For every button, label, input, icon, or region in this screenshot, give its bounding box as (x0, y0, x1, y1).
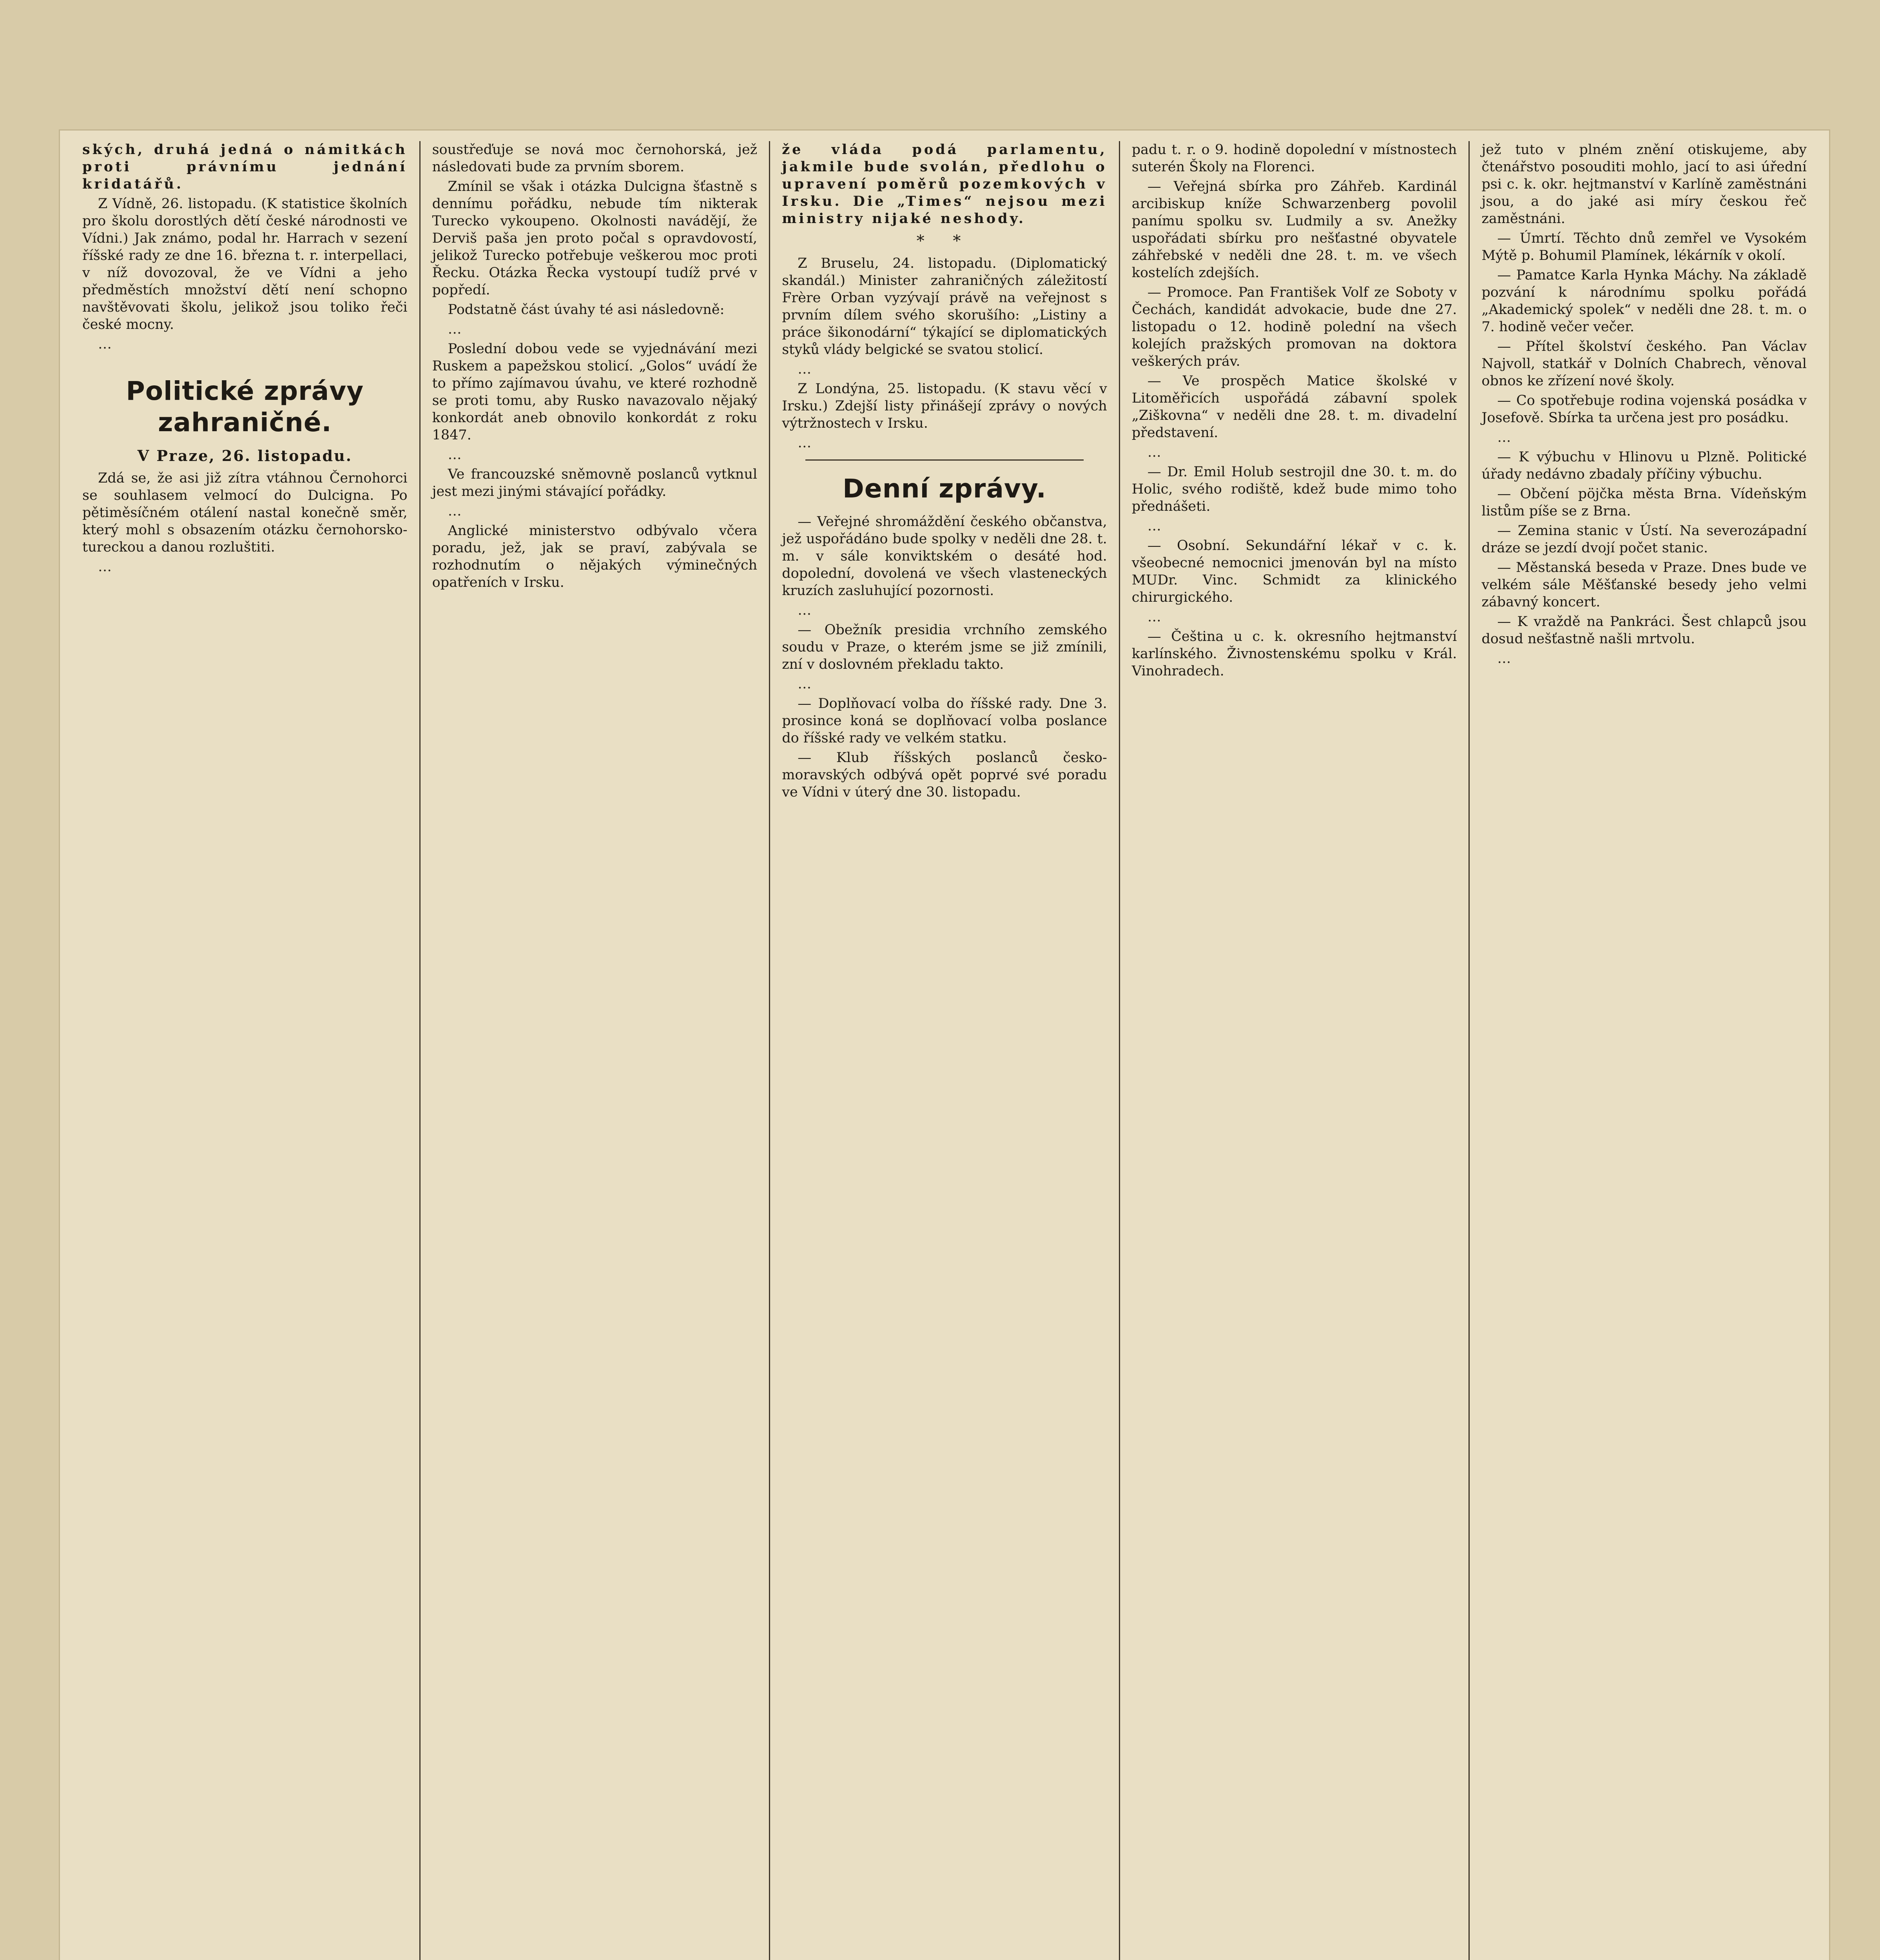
article-text: — Ve prospěch Matice školské v Litoměřicích uspořádá zábavní spolek „Ziškovna“ v neděli dne 28. t. m. divadelní představení. (1131, 373, 1457, 441)
article-text: — Doplňovací volba do říšské rady. Dne 3. prosince koná se doplňovací volba poslance do říšské rady ve velkém statku. (782, 696, 1107, 746)
column-2 (421, 141, 770, 1960)
article-text: — Úmrtí. Těchto dnů zemřel ve Vysokém Mýtě p. Bohumil Plamínek, lékárník v okolí. (1481, 230, 1807, 263)
article-text: jež tuto v plném znění otiskujeme, aby čtenářstvo posouditi mohlo, jací to asi úřední psi c. k. okr. hejtmanství v Karlíně zaměstnáni jsou, a do jaké asi míry českou řeč zaměstnáni. (1481, 142, 1807, 227)
dateline: V Praze, 26. listopadu. (137, 447, 352, 465)
filler-text: … (448, 447, 462, 463)
article-text: — Městanská beseda v Praze. Dnes bude ve velkém sále Měšťanské besedy jeho velmi zábavný koncert. (1481, 560, 1807, 610)
article-text: Podstatně část úvahy té asi následovně: (448, 302, 725, 318)
filler-text: … (1497, 651, 1511, 666)
article-text: — Osobní. Sekundářní lékař v c. k. všeobecné nemocnici jmenován byl na místo MUDr. Vinc. Schmidt za klinického chirurgického. (1131, 538, 1457, 605)
article-text: — Veřejné shromáždění českého občanstva, jež uspořádáno bude spolky v neděli dne 28. t. m. v sále konviktském o desáté hod. dopolední, dovolená ve všech vlasteneckých kruzích zasluhující pozornosti. (782, 514, 1107, 599)
filler-text: … (798, 361, 812, 377)
section-heading: Politické zprávy zahraničné. (126, 376, 364, 437)
filler-text: … (448, 321, 462, 337)
article-text: Poslední dobou vede se vyjednávání mezi Ruskem a papežskou stolicí. „Golos“ uvádí že to přímo zajímavou úvahu, ve které rozhodně se proti tomu, aby Rusko navazovalo nějaký konkordát aneb obnovilo konkordát z roku 1847. (432, 341, 758, 443)
article-text: — Čeština u c. k. okresního hejtmanství karlínského. Živnostenskému spolku v Král. Vinohradech. (1131, 629, 1457, 679)
article-text: — Přítel školství českého. Pan Václav Najvoll, statkář v Dolních Chabrech, věnoval obnos ke zřízení nové školy. (1481, 339, 1807, 389)
article-text: Zdá se, že asi již zítra vtáhnou Černohorci se souhlasem velmocí do Dulcigna. Po pětiměsíčném otálení nastal konečně směr, který mohl s obsazením otázku černohorsko-tureckou a danou rozluštiti. (82, 470, 408, 555)
article-text: Z Vídně, 26. listopadu. (K statistice školních pro školu dorostlých dětí české národnosti ve Vídni.) Jak známo, podal hr. Harrach v sezení říšské rady ze dne 16. března t. r. interpellaci, v níž dovozoval, že ve Vídni a jeho předměstích množství dětí není schopno navštěvovati školu, jelikož jsou toliko řeči české mocny. (82, 196, 408, 332)
newspaper-page (59, 129, 1830, 1960)
column-4 (1120, 141, 1470, 1960)
filler-text: … (98, 559, 112, 575)
article-text: — Pamatce Karla Hynka Máchy. Na základě pozvání k národnímu spolku pořádá „Akademický spolek“ v neděli dne 28. t. m. o 7. hodině večer večer. (1481, 267, 1807, 335)
article-text: — Co spotřebuje rodina vojenská posádka v Josefově. Sbírka ta určena jest pro posádku. (1481, 393, 1807, 426)
filler-text: … (1497, 430, 1511, 445)
article-text: — Veřejná sbírka pro Záhřeb. Kardinál arcibiskup kníže Schwarzenberg povolil panímu spolku sv. Ludmily a sv. Anežky uspořádati sbírku pro nešťastné obyvatele záhřebské v neděli dne 28. t. m. ve všech kostelích zdejších. (1131, 179, 1457, 281)
article-text: — K výbuchu v Hlinovu u Plzně. Politické úřady nedávno zbadaly příčiny výbuchu. (1481, 449, 1807, 482)
filler-text: … (1147, 445, 1161, 460)
article-text: Z Londýna, 25. listopadu. (K stavu věcí v Irsku.) Zdejší listy přinášejí zprávy o nových výtržnostech v Irsku. (782, 381, 1107, 431)
article-text: — Dr. Emil Holub sestrojil dne 30. t. m. do Holic, svého rodiště, kdež bude mimo toho přednášeti. (1131, 464, 1457, 514)
column-5 (1470, 141, 1818, 1960)
filler-text: … (98, 336, 112, 352)
article-text: — K vraždě na Pankráci. Šest chlapců jsou dosud nešťastně našli mrtvolu. (1481, 614, 1807, 647)
article-text: — Obežník presidia vrchního zemského soudu v Praze, o kterém jsme se již zmínili, zní v doslovném překladu takto. (782, 622, 1107, 672)
article-text: Anglické ministerstvo odbývalo včera poradu, jež, jak se praví, zabývala se rozhodnutím o nějakých výminečných opatřeních v Irsku. (432, 523, 758, 590)
separator-stars: * * (916, 232, 973, 250)
filler-text: … (448, 503, 462, 519)
divider (805, 459, 1084, 461)
filler-text: … (798, 676, 812, 692)
article-text: ských, druhá jedná o námitkách proti právnímu jednání kridatářů. (82, 142, 408, 192)
column-3 (770, 141, 1120, 1960)
article-text: Ve francouzské sněmovně poslanců vytknul jest mezi jinými stávající pořádky. (432, 466, 758, 499)
article-text: — Promoce. Pan František Volf ze Soboty v Čechách, kandidát advokacie, bude dne 27. listopadu o 12. hodině polední na všech kolejích pražských promovan na doktora veškerých práv. (1131, 285, 1457, 369)
article-text: — Zemina stanic v Ústí. Na severozápadní dráze se jezdí dvojí počet stanic. (1481, 523, 1807, 556)
filler-text: … (798, 435, 812, 451)
column-1 (71, 141, 421, 1960)
article-text: Zmínil se však i otázka Dulcigna šťastně s dennímu pořádku, nebude tím nikterak Turecko vykoupeno. Okolnosti navádějí, že Derviš paša jen proto počal s opravdovostí, jelikož Turecko potřebuje veškerou moc proti Řecku. Otázka Řecka vystoupí tudíž prvé v popředí. (432, 179, 758, 298)
article-text: soustřeďuje se nová moc černohorská, jež následovati bude za prvním sborem. (432, 142, 758, 175)
filler-text: … (798, 603, 812, 618)
filler-text: … (1147, 609, 1161, 625)
columns (71, 141, 1818, 1960)
filler-text: … (1147, 518, 1161, 534)
article-text: — Občení pöjčka města Brna. Vídeňským listům píše se z Brna. (1481, 486, 1807, 519)
article-text: — Klub říšských poslanců česko-moravských odbývá opět poprvé své poradu ve Vídni v úterý dne 30. listopadu. (782, 750, 1107, 800)
article-text: padu t. r. o 9. hodině dopolední v místnostech suterén Školy na Florenci. (1131, 142, 1457, 175)
article-text: Z Bruselu, 24. listopadu. (Diplomatický skandál.) Minister zahraničných záležitostí Frère Orban vyzývají právě na veřejnost s prvním dílem svého skorušího: „Listiny a práce šikonodární“ týkající se diplomatických styků vlády belgické se svatou stolicí. (782, 256, 1107, 358)
section-heading: Denní zprávy. (843, 474, 1046, 504)
article-text: že vláda podá parlamentu, jakmile bude svolán, předlohu o upravení poměrů pozemkových v Irsku. Die „Times“ nejsou mezi ministry nijaké neshody. (782, 142, 1107, 227)
